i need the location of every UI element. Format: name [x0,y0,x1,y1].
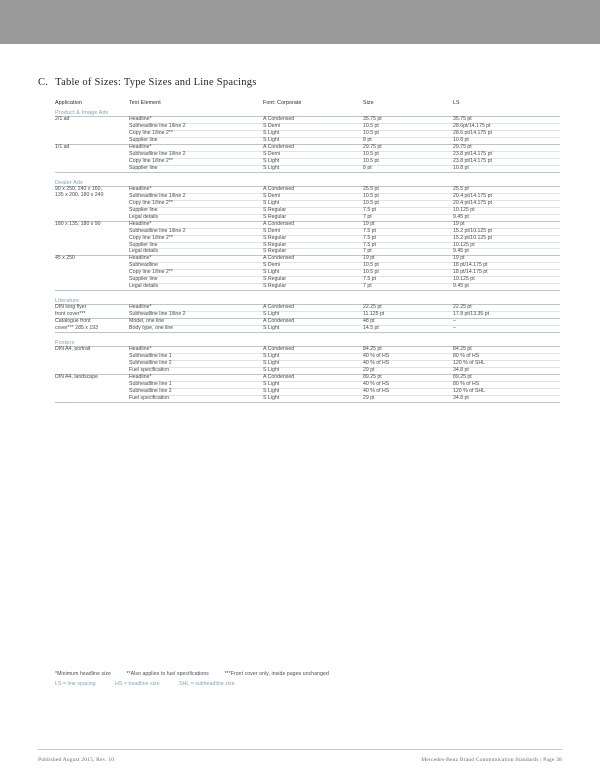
application-cell [55,235,129,242]
ls-cell: 15.2 pt/10.125 pt [453,228,560,235]
text-element-cell: Headline* [129,144,263,151]
font-cell: S Demi [263,263,363,270]
footer-divider [38,749,562,750]
section-title: Dealer Ads [55,180,560,187]
font-cell: S Light [263,388,363,395]
table-row [55,395,560,402]
ls-cell: 9.45 pt [453,249,560,256]
ls-cell: 23.8 pt/14.175 pt [453,158,560,165]
ls-cell: – [453,326,560,333]
section-spacer [55,172,560,180]
size-cell: 10.5 pt [363,130,453,137]
size-cell: 10.5 pt [363,200,453,207]
table-row [55,326,560,333]
size-cell: 7.5 pt [363,228,453,235]
size-cell: 40 % of HS [363,382,453,389]
application-cell [55,242,129,249]
text-element-cell: Supplier line [129,137,263,144]
top-gray-band [0,0,600,44]
application-cell: cover*** 285 x 193 [55,326,129,333]
footnote-2: **Also applies to fuel specifications [126,671,209,677]
size-cell: 89.25 pt [363,375,453,382]
font-cell: S Demi [263,228,363,235]
font-cell: S Demi [263,151,363,158]
application-cell [55,284,129,291]
text-element-cell: Legal details [129,284,263,291]
footnote-line [55,671,343,677]
size-cell: 22.25 pt [363,305,453,312]
text-element-cell: Subheadline line 1 [129,382,263,389]
size-cell: 19 pt [363,221,453,228]
ls-cell: 80 % of HS [453,354,560,361]
application-cell: front cover*** [55,312,129,319]
footnote-keys [55,681,343,687]
size-cell: 19 pt [363,256,453,263]
font-cell: S Regular [263,242,363,249]
ls-cell: 25.5 pt [453,186,560,193]
size-cell: 8 pt [363,165,453,172]
application-cell [55,277,129,284]
font-cell: S Light [263,395,363,402]
font-cell: A Condensed [263,117,363,124]
application-cell [55,165,129,172]
text-element-cell: Headline* [129,256,263,263]
ls-cell: 89.25 pt [453,375,560,382]
ls-cell: 23.8 pt/14.175 pt [453,151,560,158]
page-title [38,77,257,88]
text-element-cell: Headline* [129,186,263,193]
font-cell: S Demi [263,123,363,130]
ls-cell: – [453,319,560,326]
font-cell: S Light [263,354,363,361]
ls-cell: 20.4 pt/14.175 pt [453,200,560,207]
text-element-cell: Subheadline line 1 [129,354,263,361]
text-element-cell: Subheadline line 2 [129,361,263,368]
size-cell: 10.5 pt [363,123,453,130]
application-cell: 180 x 135, 180 x 90 [55,220,101,227]
application-cell [55,395,129,402]
font-cell: S Demi [263,193,363,200]
text-element-cell: Copy line 1/line 2** [129,158,263,165]
application-cell [55,200,129,207]
size-cell: 10.5 pt [363,158,453,165]
size-cell: 7 pt [363,284,453,291]
application-cell: 2/1 ad [55,116,70,122]
ls-cell: 9.45 pt [453,214,560,221]
text-element-cell: Model, one line [129,319,263,326]
column-header: Application [55,100,83,106]
text-element-cell: Fuel specification [129,395,263,402]
size-cell: 29.75 pt [363,144,453,151]
font-cell: A Condensed [263,144,363,151]
footnote-3: ***Front cover only, inside pages unchanged [224,671,329,677]
ls-cell: 35.75 pt [453,117,560,124]
application-cell: DIN A4, portrait [55,346,91,353]
size-cell: 25.5 pt [363,186,453,193]
application-cell [55,388,129,395]
key-shl: SHL = subheadline size [179,680,235,687]
ls-cell: 29.75 pt [453,144,560,151]
text-element-cell: Subheadline line 2 [129,388,263,395]
ls-cell: 10.125 pt [453,207,560,214]
footnotes [55,671,343,687]
ls-cell: 19 pt [453,221,560,228]
size-cell: 29 pt [363,368,453,375]
application-cell [55,207,129,214]
section-title: Product & Image Ads [55,110,560,117]
key-ls: LS = line spacing [55,680,96,687]
ls-cell: 28.6pt/14.175 pt [453,123,560,130]
text-element-cell: Subheadline line 1/line 2 [129,151,263,158]
font-cell: A Condensed [263,375,363,382]
text-element-cell: Copy line 1/line 2** [129,200,263,207]
size-cell: 7.5 pt [363,277,453,284]
section-title: Literature [55,298,560,305]
font-cell: S Light [263,326,363,333]
application-cell [55,354,129,361]
font-cell: S Light [263,382,363,389]
ls-cell: 28.6 pt/14.175 pt [453,130,560,137]
size-cell: 29 pt [363,395,453,402]
font-cell: S Light [263,368,363,375]
font-cell: S Regular [263,235,363,242]
size-cell: 7.5 pt [363,207,453,214]
section-title: Posters [55,340,560,347]
font-cell: A Condensed [263,319,363,326]
font-cell: S Light [263,158,363,165]
application-cell: 135 x 200, 180 x 240 [55,192,104,199]
text-element-cell: Subheadline line 1/line 2 [129,123,263,130]
footnote-1: *Minimum headline size [55,671,111,677]
text-element-cell: Supplier line [129,207,263,214]
application-cell [55,130,129,137]
table-of-sizes [55,100,560,403]
text-element-cell: Subheadline line 1/line 2 [129,228,263,235]
size-cell: 84.25 pt [363,347,453,354]
ls-cell: 120 % of SHL [453,388,560,395]
application-cell [55,263,129,270]
ls-cell: 17.8 pt/13.35 pt [453,312,560,319]
font-cell: S Light [263,165,363,172]
table-row [55,228,560,235]
ls-cell: 10.125 pt [453,242,560,249]
text-element-cell: Headline* [129,347,263,354]
size-cell: 7.5 pt [363,235,453,242]
text-element-cell: Subheadline line 1/line 2 [129,193,263,200]
ls-cell: 22.25 pt [453,305,560,312]
text-element-cell: Headline* [129,375,263,382]
application-cell [55,123,129,130]
column-header: LS [453,100,460,106]
ls-cell: 9.45 pt [453,284,560,291]
size-cell: 11.125 pt [363,312,453,319]
font-cell: S Regular [263,284,363,291]
column-header: Text Element [129,100,161,106]
font-cell: S Regular [263,277,363,284]
text-element-cell: Headline* [129,305,263,312]
application-cell: DIN long flyer [55,304,87,311]
size-cell: 40 % of HS [363,361,453,368]
font-cell: A Condensed [263,186,363,193]
ls-cell: 19 pt [453,256,560,263]
ls-cell: 10.8 pt [453,165,560,172]
table-row [55,235,560,242]
ls-cell: 34.8 pt [453,395,560,402]
text-element-cell: Copy line 1/line 2** [129,270,263,277]
font-cell: S Regular [263,249,363,256]
key-hs: HS = headline size [115,680,160,687]
application-cell: 45 x 250 [55,255,75,262]
application-cell [55,270,129,277]
size-cell: 14.5 pt [363,326,453,333]
page-title-letter: C. [38,77,49,88]
size-cell: 10.5 pt [363,151,453,158]
section-spacer [55,333,560,341]
application-cell: 1/1 ad [55,143,70,150]
size-cell: 40 % of HS [363,388,453,395]
ls-cell: 34.8 pt [453,368,560,375]
text-element-cell: Body type, one line [129,326,263,333]
ls-cell: 15.2 pt/10.125 pt [453,235,560,242]
application-cell [55,382,129,389]
ls-cell: 10.8 pt [453,137,560,144]
size-cell: 10.5 pt [363,193,453,200]
text-element-cell: Supplier line [129,165,263,172]
ls-cell: 84.25 pt [453,347,560,354]
table-row [55,165,560,172]
size-cell: 7 pt [363,249,453,256]
document-page [0,44,600,776]
application-cell: 90 x 250, 240 x 160, [55,185,103,192]
page-title-text: Table of Sizes: Type Sizes and Line Spacings [55,77,257,88]
footer-publication: Published August 2015, Rev. 10 [38,757,115,763]
ls-cell: 80 % of HS [453,382,560,389]
page-footer [0,744,600,776]
ls-cell: 18 pt/14.175 pt [453,270,560,277]
ls-cell: 10.125 pt [453,277,560,284]
size-cell: 35.75 pt [363,117,453,124]
size-cell: 8 pt [363,137,453,144]
application-cell [55,228,129,235]
text-element-cell: Legal details [129,249,263,256]
font-cell: S Regular [263,214,363,221]
text-element-cell: Supplier line [129,242,263,249]
size-cell: 10.5 pt [363,270,453,277]
application-cell [55,158,129,165]
text-element-cell: Supplier line [129,277,263,284]
text-element-cell: Subheadline line 1/line 2 [129,312,263,319]
size-cell: 7.5 pt [363,242,453,249]
font-cell: A Condensed [263,347,363,354]
text-element-cell: Copy line 1/line 2** [129,235,263,242]
table-row [55,284,560,291]
font-cell: S Light [263,200,363,207]
ls-cell: 20.4 pt/14.175 pt [453,193,560,200]
ls-cell: 18 pt/14.175 pt [453,263,560,270]
text-element-cell: Fuel specification [129,368,263,375]
font-cell: S Light [263,270,363,277]
application-cell: DIN A4, landscape [55,374,98,381]
column-header: Font: Corporate [263,100,302,106]
font-cell: A Condensed [263,221,363,228]
font-cell: S Light [263,130,363,137]
size-cell: 7 pt [363,214,453,221]
size-cell: 48 pt [363,319,453,326]
text-element-cell: Headline* [129,117,263,124]
font-cell: A Condensed [263,305,363,312]
application-cell [55,361,129,368]
footer-source: Mercedes-Benz Brand Communication Standards | Page 38 [421,757,562,763]
text-element-cell: Legal details [129,214,263,221]
ls-cell: 120 % of SHL [453,361,560,368]
font-cell: A Condensed [263,256,363,263]
text-element-cell: Copy line 1/line 2** [129,130,263,137]
text-element-cell: Headline* [129,221,263,228]
table-header-row [55,100,560,110]
font-cell: S Regular [263,207,363,214]
size-cell: 10.5 pt [363,263,453,270]
font-cell: S Light [263,137,363,144]
font-cell: S Light [263,361,363,368]
font-cell: S Light [263,312,363,319]
size-cell: 40 % of HS [363,354,453,361]
application-cell [55,151,129,158]
application-cell: Catalogue front [55,318,91,325]
section-spacer [55,291,560,299]
text-element-cell: Subheadline [129,263,263,270]
column-header: Size [363,100,374,106]
